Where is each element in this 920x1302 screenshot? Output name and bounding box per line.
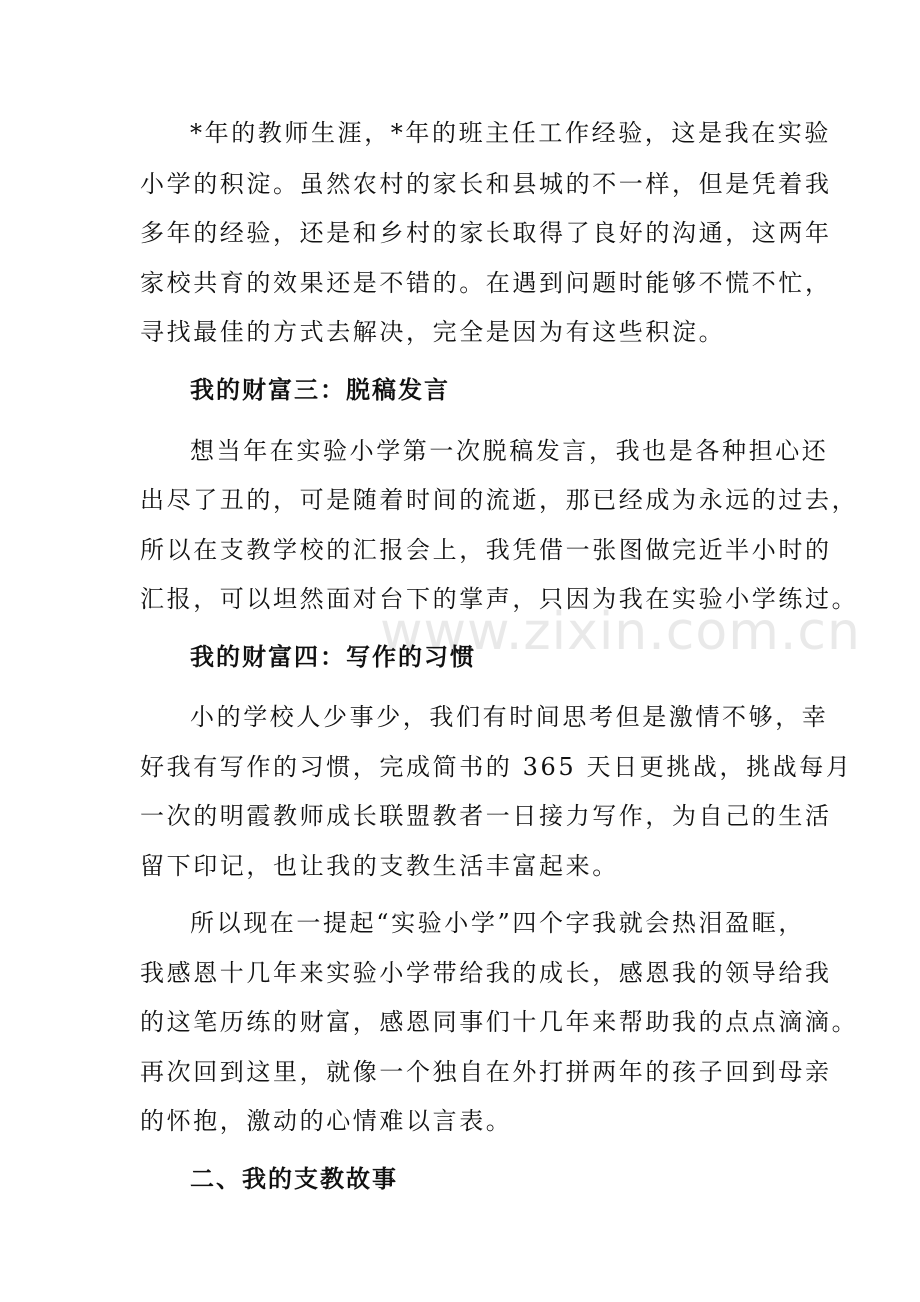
- paragraph-line: 多年的经验，还是和乡村的家长取得了良好的沟通，这两年: [140, 219, 832, 247]
- section-heading: 我的财富三：脱稿发言: [190, 376, 450, 404]
- paragraph-line: 好我有写作的习惯，完成简书的 365 天日更挑战，挑战每月: [140, 753, 853, 781]
- paragraph-line: 出尽了丑的，可是随着时间的流逝，那已经成为永远的过去，: [140, 486, 859, 514]
- paragraph-line: 留下印记，也让我的支教生活丰富起来。: [140, 852, 619, 880]
- watermark: www.zixin.com.cn: [380, 602, 861, 662]
- section-heading: 二、我的支教故事: [190, 1165, 398, 1193]
- paragraph-line: 一次的明霞教师成长联盟教者一日接力写作，为自己的生活: [140, 802, 832, 830]
- paragraph-line: 小学的积淀。虽然农村的家长和县城的不一样，但是凭着我: [140, 170, 832, 198]
- paragraph-line: 汇报，可以坦然面对台下的掌声，只因为我在实验小学练过。: [140, 585, 859, 613]
- paragraph-line: 家校共育的效果还是不错的。在遇到问题时能够不慌不忙，: [140, 269, 832, 297]
- paragraph-line: 再次回到这里，就像一个独自在外打拼两年的孩子回到母亲: [140, 1058, 832, 1086]
- paragraph-line: 所以现在一提起“实验小学”四个字我就会热泪盈眶，: [190, 909, 805, 937]
- paragraph-line: 的怀抱，激动的心情难以言表。: [140, 1107, 513, 1135]
- paragraph-line: 我感恩十几年来实验小学带给我的成长，感恩我的领导给我: [140, 959, 832, 987]
- paragraph-line: *年的教师生涯，*年的班主任工作经验，这是我在实验: [190, 119, 831, 147]
- paragraph-line: 寻找最佳的方式去解决，完全是因为有这些积淀。: [140, 318, 726, 346]
- section-heading: 我的财富四：写作的习惯: [190, 643, 476, 671]
- paragraph-line: 想当年在实验小学第一次脱稿发言，我也是各种担心还: [190, 437, 829, 465]
- paragraph-line: 所以在支教学校的汇报会上，我凭借一张图做完近半小时的: [140, 536, 832, 564]
- paragraph-line: 的这笔历练的财富，感恩同事们十几年来帮助我的点点滴滴。: [140, 1008, 859, 1036]
- paragraph-line: 小的学校人少事少，我们有时间思考但是激情不够，幸: [190, 703, 829, 731]
